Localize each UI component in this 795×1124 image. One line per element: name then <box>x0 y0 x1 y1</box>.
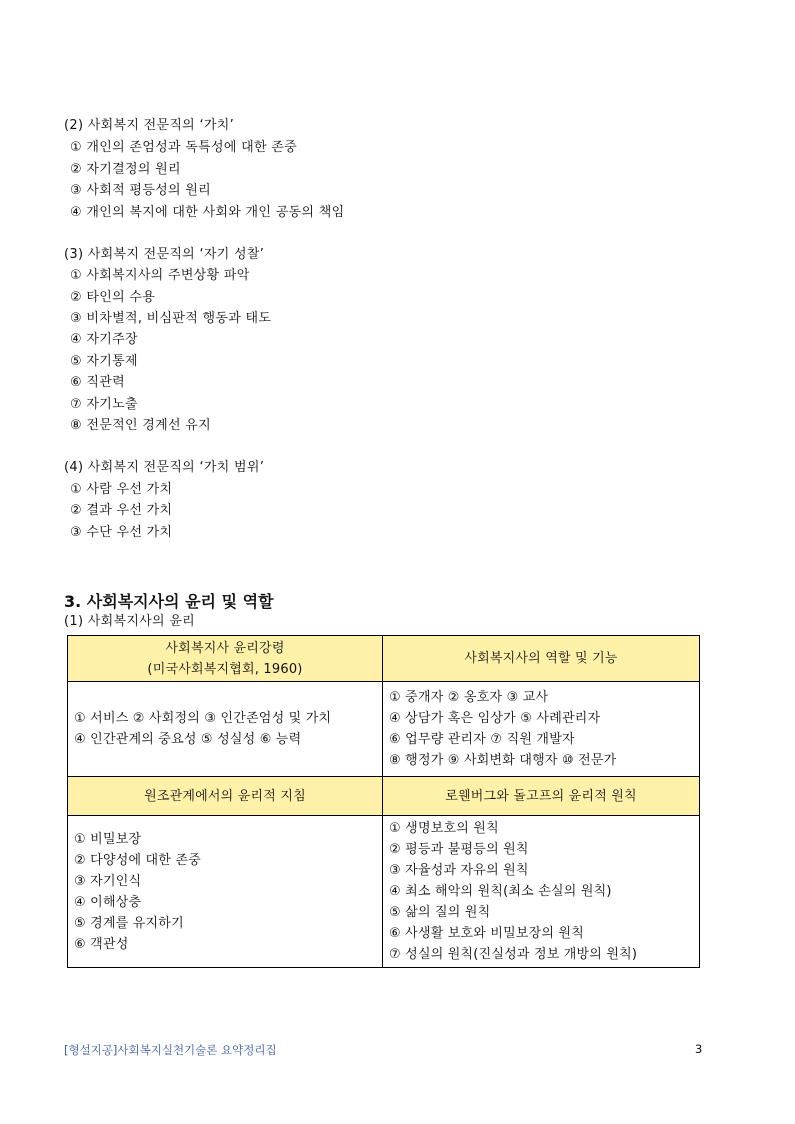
cell-line: ⑥ 업무량 관리자 ⑦ 직원 개발자 <box>389 732 575 747</box>
header-roles: 사회복지사의 역할 및 기능 <box>383 636 700 682</box>
table-row <box>68 682 700 777</box>
value-item: ② 자기결정의 원리 <box>70 162 181 177</box>
reflection-heading: (3) 사회복지 전문직의 ‘자기 성찰’ <box>64 247 265 262</box>
section-title: 3. 사회복지사의 윤리 및 역할 <box>64 592 274 611</box>
cell-line: ④ 이해상충 <box>74 894 142 910</box>
reflection-item: ④ 자기주장 <box>70 332 138 347</box>
cell-line: ② 평등과 불평등의 원칙 <box>389 842 529 857</box>
cell-line: ⑦ 성실의 원칙(진실성과 정보 개방의 원칙) <box>389 947 638 962</box>
ethics-table <box>67 635 700 968</box>
cell-helping-relationship <box>68 816 383 968</box>
reflection-item: ⑥ 직관력 <box>70 375 125 390</box>
cell-line: ⑥ 사생활 보호와 비밀보장의 원칙 <box>389 926 585 941</box>
cell-line: ⑤ 경계를 유지하기 <box>74 915 184 931</box>
reflection-item: ⑧ 전문적인 경계선 유지 <box>70 418 211 433</box>
reflection-item: ⑤ 자기통제 <box>70 354 138 369</box>
reflection-item: ⑦ 자기노출 <box>70 397 138 412</box>
scope-item: ③ 수단 우선 가치 <box>70 525 173 540</box>
reflection-item: ① 사회복지사의 주변상황 파악 <box>70 268 250 283</box>
cell-line: ⑤ 삶의 질의 원칙 <box>389 905 491 920</box>
value-heading: (2) 사회복지 전문직의 ‘가치’ <box>64 118 235 133</box>
page-number: 3 <box>695 1042 703 1056</box>
cell-line: ④ 상담가 혹은 임상가 ⑤ 사례관리자 <box>389 711 601 726</box>
table-row <box>68 777 700 816</box>
cell-line: ⑧ 행정가 ⑨ 사회변화 대행자 ⑩ 전문가 <box>389 753 617 768</box>
reflection-item: ② 타인의 수용 <box>70 290 156 305</box>
cell-line: ① 중개자 ② 옹호자 ③ 교사 <box>389 690 549 705</box>
header-ethical-principles: 로웬버그와 돌고프의 윤리적 원칙 <box>383 777 700 816</box>
section-subheading: (1) 사회복지사의 윤리 <box>64 614 196 629</box>
value-item: ① 개인의 존엄성과 독특성에 대한 존중 <box>70 140 297 155</box>
reflection-item: ③ 비차별적, 비심판적 행동과 태도 <box>70 311 272 326</box>
cell-code-of-ethics <box>68 682 383 777</box>
scope-item: ① 사람 우선 가치 <box>70 482 173 497</box>
cell-line: ① 생명보호의 원칙 <box>389 821 499 836</box>
cell-roles <box>383 682 700 777</box>
scope-heading: (4) 사회복지 전문직의 ‘가치 범위’ <box>64 460 265 475</box>
cell-line: ② 다양성에 대한 존중 <box>74 852 201 868</box>
scope-item: ② 결과 우선 가치 <box>70 503 173 518</box>
table-row <box>68 636 700 682</box>
cell-line: ⑥ 객관성 <box>74 936 129 952</box>
value-item: ③ 사회적 평등성의 원리 <box>70 183 211 198</box>
cell-line: ④ 인간관계의 중요성 ⑤ 성실성 ⑥ 능력 <box>74 732 302 747</box>
header-code-of-ethics <box>68 636 383 682</box>
footer-title: [형설지공]사회복지실천기술론 요약정리집 <box>64 1043 277 1057</box>
header-line: (미국사회복지협회, 1960) <box>147 661 303 677</box>
header-helping-relationship: 원조관계에서의 윤리적 지침 <box>68 777 383 816</box>
header-line: 사회복지사 윤리강령 <box>165 640 285 656</box>
value-item: ④ 개인의 복지에 대한 사회와 개인 공동의 책임 <box>70 205 345 220</box>
cell-line: ③ 자기인식 <box>74 873 142 889</box>
cell-line: ④ 최소 해악의 원칙(최소 손실의 원칙) <box>389 884 612 899</box>
cell-line: ③ 자율성과 자유의 원칙 <box>389 863 529 878</box>
table-row <box>68 816 700 968</box>
cell-ethical-principles <box>383 816 700 968</box>
cell-line: ① 서비스 ② 사회정의 ③ 인간존엄성 및 가치 <box>74 711 332 726</box>
cell-line: ① 비밀보장 <box>74 831 142 847</box>
